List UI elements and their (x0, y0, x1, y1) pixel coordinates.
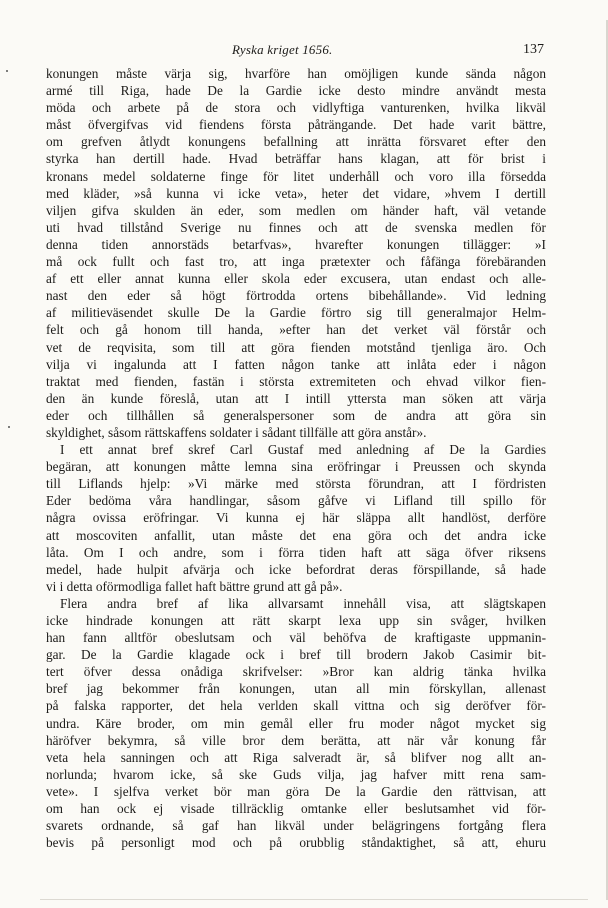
text-line: vi i detta oförmodliga fallet haft bättre grund att gå på». (46, 578, 343, 594)
text-line: häröfver bekymra, så ville bror dem berätta, att när vår konung får (46, 732, 546, 748)
text-line: denna tiden annorstäds betarfvas», hvarefter konungen tillägger: »I (46, 236, 546, 252)
text-line: medel, hade hulpit afvärja och icke befordrat deras förspillande, så hade (46, 561, 546, 577)
text-line: af ett eller annat kunna eller skola eder excusera, utan endast och alle- (46, 271, 546, 287)
text-line: veta hela sanningen och att Riga salveradt är, så blifver nog allt an- (46, 749, 546, 765)
text-line: felt och gå honom till handa, »efter han det verket väl förstår och (46, 322, 546, 338)
text-line: på falska rapporter, det hela verlden skall vittna och sig deröfver för- (46, 698, 546, 714)
text-line: han fann alltför obeslutsam och väl behöfva de kraftigaste uppmanin- (46, 630, 546, 646)
body-text (46, 65, 546, 851)
text-line: viljen gifva skulden än eder, som medlen om händer haft, väl vetande (46, 202, 546, 218)
text-line: nast den eder så högt förtrodda ortens bibehållande». Vid ledning (46, 288, 546, 304)
text-line: med kläder, »så kunna vi icke veta», heter det vidare, »hvem I dertill (46, 185, 546, 201)
text-line: låta. Om I och andre, som i förra tiden haft att säga öfver riksens (46, 544, 546, 560)
text-line: armé till Riga, hade De la Gardie icke desto mindre användt mesta (46, 83, 546, 99)
text-line: några ovissa eröfringar. Vi kunna ej här släppa allt handlöst, derföre (46, 510, 546, 526)
text-line: om han ock ej visade tillräcklig omtanke eller beslutsamhet vid för- (46, 801, 546, 817)
page-bottom-edge (40, 899, 588, 900)
text-line: eder och tillhållen så generalspersoner som de andra att göra sin (46, 407, 546, 423)
text-line: tert öfver dessa onådiga skrifvelser: »Bror kan aldrig tänka hvilka (46, 664, 546, 680)
paper-speck (8, 426, 10, 428)
text-line: vilja vi ingalunda att I fatten någon tanke att inlåta eder i någon (46, 356, 546, 372)
text-line: till Liflands hjelp: »Vi märke med största förundran, att I fördristen (46, 476, 546, 492)
text-line: Flera andra bref af lika allvarsamt innehåll visa, att slägtskapen (60, 595, 546, 611)
text-line: uti hvad tillstånd Sverige nu finnes och att de svenska medlen för (46, 219, 546, 235)
text-line: undra. Käre broder, om min gemål eller fru moder något mycket sig (46, 715, 546, 731)
text-line: möda och arbete på de stora och vidlyftiga vanturenken, hvilka likväl (46, 100, 546, 116)
text-line: Eder bedöma våra handlingar, såsom gåfve vi Lifland till spillo för (46, 493, 546, 509)
text-line: svarets ordnande, så gaf han likväl under belägringens fortgång flera (46, 818, 546, 834)
text-line: kronans medel soldaterne finge för litet underhåll och voro illa försedda (46, 168, 546, 184)
text-line: konungen måste värja sig, hvarföre han omöjligen kunde sända någon (46, 66, 546, 81)
text-line: begäran, att konungen måtte lemna sina eröfringar i Preussen och skynda (46, 459, 546, 475)
text-line: skyldighet, såsom rättskaffens soldater i sådant tillfälle att göra anstår». (46, 424, 427, 440)
text-line: vet de reqvisita, som till att göra fienden motstånd tjenliga äro. Och (46, 339, 546, 355)
text-line: I ett annat bref skref Carl Gustaf med anledning af De la Gardies (60, 442, 546, 458)
page-header (0, 42, 608, 62)
text-line: gar. De la Gardie klagade ock i bref till brodern Jakob Casimir bit- (46, 647, 546, 663)
paper-speck (6, 70, 8, 72)
text-line: norlunda; hvarom icke, så ske Guds vilja, jag hafver mitt rena sam- (46, 766, 546, 782)
running-title: Ryska kriget 1656. (232, 42, 333, 57)
text-line: måst öfvergifvas vid fiendens första påträngande. Det hade varit bättre, (46, 117, 546, 133)
text-line: bref jag bekommer från konungen, utan all min förskyllan, allenast (46, 681, 546, 697)
page-number: 137 (523, 42, 544, 57)
text-line: vete». I sjelfva verket bör man göra De la Gardie den rättvisan, att (46, 783, 546, 799)
text-line: att moscoviten anfallit, utan måste det ena göra och det andra icke (46, 527, 546, 543)
text-line: den än kunde föreslå, utan att I intill yttersta man söken att värja (46, 390, 546, 406)
text-line: af militieväsendet skulle De la Gardie förtro sig till generalmajor Helm- (46, 305, 546, 321)
text-line: om grefven åtlydt konungens befallning att inrätta försvaret efter den (46, 134, 546, 150)
text-line: styrka han dertill hade. Hvad beträffar hans klagan, att för brist i (46, 151, 546, 167)
text-line: icke hindrade konungen att rätt skarpt lexa upp sin svåger, hvilken (46, 613, 546, 628)
text-line: traktat med fienden, fastän i största extremiteten och ehvad vilkor fien- (46, 373, 546, 389)
text-line: bevis på personligt mod och på orubblig ståndaktighet, så att, ehuru (46, 835, 546, 851)
text-line: må ock fullt och fast tro, att inga prætexter och fåfänga förebäranden (46, 254, 546, 270)
